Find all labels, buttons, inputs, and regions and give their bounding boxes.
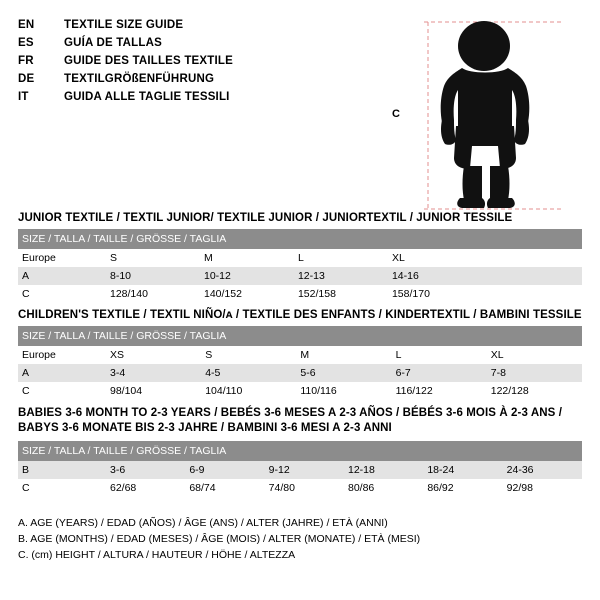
section-title: CHILDREN'S TEXTILE / TEXTIL NIÑO/ᴀ / TEXTILE DES ENFANTS / KINDERTEXTIL / BAMBINI TESSILE — [18, 309, 582, 321]
cell: 80/86 — [344, 479, 423, 497]
language-code: DE — [18, 73, 35, 85]
cell: 62/68 — [106, 479, 185, 497]
cell: 6-7 — [392, 364, 487, 382]
size-table-junior — [18, 229, 582, 303]
cell: 128/140 — [106, 285, 200, 303]
table-header-row — [18, 326, 582, 346]
row-label: B — [18, 461, 106, 479]
cell: 6-9 — [185, 461, 264, 479]
section-junior-textile — [18, 212, 582, 303]
column-header: L — [294, 249, 388, 267]
table-row — [18, 382, 582, 400]
language-title: GUIDA ALLE TAGLIE TESSILI — [64, 91, 230, 103]
cell: 122/128 — [487, 382, 582, 400]
cell: 18-24 — [423, 461, 502, 479]
size-table-childrens — [18, 326, 582, 400]
legend-item: C. (cm) HEIGHT / ALTURA / HAUTEUR / HÖHE / ALTEZZA — [18, 549, 296, 561]
cell-spacer — [482, 285, 582, 303]
cell: 7-8 — [487, 364, 582, 382]
table-row — [18, 461, 582, 479]
table-row — [18, 267, 582, 285]
cell: 3-4 — [106, 364, 201, 382]
column-header-spacer — [482, 249, 582, 267]
column-header: S — [201, 346, 296, 364]
table-row — [18, 479, 582, 497]
cell: 5-6 — [296, 364, 391, 382]
table-header-row — [18, 441, 582, 461]
cell-spacer — [482, 267, 582, 285]
column-header: XL — [388, 249, 482, 267]
row-label: Europe — [18, 249, 106, 267]
language-code: EN — [18, 19, 35, 31]
cell: 9-12 — [265, 461, 344, 479]
row-label: Europe — [18, 346, 106, 364]
row-label: C — [18, 285, 106, 303]
column-header: M — [296, 346, 391, 364]
cell: 104/110 — [201, 382, 296, 400]
table-row — [18, 285, 582, 303]
table-row — [18, 364, 582, 382]
cell: 74/80 — [265, 479, 344, 497]
section-babies-textile — [18, 406, 582, 497]
language-row — [18, 70, 233, 88]
toddler-silhouette-icon — [412, 16, 572, 216]
header — [18, 16, 582, 206]
language-title: TEXTILE SIZE GUIDE — [64, 19, 184, 31]
column-header: M — [200, 249, 294, 267]
cell: 14-16 — [388, 267, 482, 285]
cell: 110/116 — [296, 382, 391, 400]
cell: 68/74 — [185, 479, 264, 497]
table-header-label: SIZE / TALLA / TAILLE / GRÖSSE / TAGLIA — [18, 441, 582, 461]
legend-item: B. AGE (MONTHS) / EDAD (MESES) / ÂGE (MOIS) / ALTER (MONATE) / ETÀ (MESI) — [18, 533, 421, 545]
row-label: A — [18, 364, 106, 382]
section-title: BABIES 3-6 MONTH TO 2-3 YEARS / BEBÉS 3-6 MESES A 2-3 AÑOS / BÉBÉS 3-6 MOIS À 2-3 ANS / BABYS 3-6 MONATE BIS 2-3 JAHRE / BAMBINI 3-6 MESI A 2-3 ANNI — [18, 407, 562, 434]
cell: 12-13 — [294, 267, 388, 285]
language-title: TEXTILGRÖßENFÜHRUNG — [64, 73, 215, 85]
language-title-list — [18, 16, 233, 106]
size-table-babies — [18, 441, 582, 497]
row-label: C — [18, 479, 106, 497]
cell: 86/92 — [423, 479, 502, 497]
table-row — [18, 346, 582, 364]
table-header-label: SIZE / TALLA / TAILLE / GRÖSSE / TAGLIA — [18, 229, 582, 249]
language-row — [18, 52, 233, 70]
section-title: JUNIOR TEXTILE / TEXTIL JUNIOR/ TEXTILE JUNIOR / JUNIORTEXTIL / JUNIOR TESSILE — [18, 212, 513, 224]
legend — [18, 515, 582, 563]
cell: 152/158 — [294, 285, 388, 303]
cell: 116/122 — [392, 382, 487, 400]
cell: 8-10 — [106, 267, 200, 285]
cell: 24-36 — [503, 461, 582, 479]
table-row — [18, 249, 582, 267]
cell: 12-18 — [344, 461, 423, 479]
child-figure-illustration — [392, 16, 572, 216]
cell: 140/152 — [200, 285, 294, 303]
table-header-row — [18, 229, 582, 249]
cell: 10-12 — [200, 267, 294, 285]
row-label: C — [18, 382, 106, 400]
cell: 3-6 — [106, 461, 185, 479]
legend-item: A. AGE (YEARS) / EDAD (AÑOS) / ÂGE (ANS) / ALTER (JAHRE) / ETÀ (ANNI) — [18, 517, 388, 529]
language-row — [18, 88, 233, 106]
cell: 98/104 — [106, 382, 201, 400]
language-row — [18, 34, 233, 52]
column-header: XS — [106, 346, 201, 364]
measure-label-c: C — [392, 108, 400, 120]
cell: 4-5 — [201, 364, 296, 382]
section-childrens-textile — [18, 309, 582, 400]
column-header: S — [106, 249, 200, 267]
language-code: FR — [18, 55, 34, 67]
cell: 92/98 — [503, 479, 582, 497]
table-header-label: SIZE / TALLA / TAILLE / GRÖSSE / TAGLIA — [18, 326, 582, 346]
language-title: GUÍA DE TALLAS — [64, 37, 162, 49]
row-label: A — [18, 267, 106, 285]
language-row — [18, 16, 233, 34]
column-header: L — [392, 346, 487, 364]
language-code: IT — [18, 91, 29, 103]
language-code: ES — [18, 37, 34, 49]
language-title: GUIDE DES TAILLES TEXTILE — [64, 55, 233, 67]
column-header: XL — [487, 346, 582, 364]
cell: 158/170 — [388, 285, 482, 303]
